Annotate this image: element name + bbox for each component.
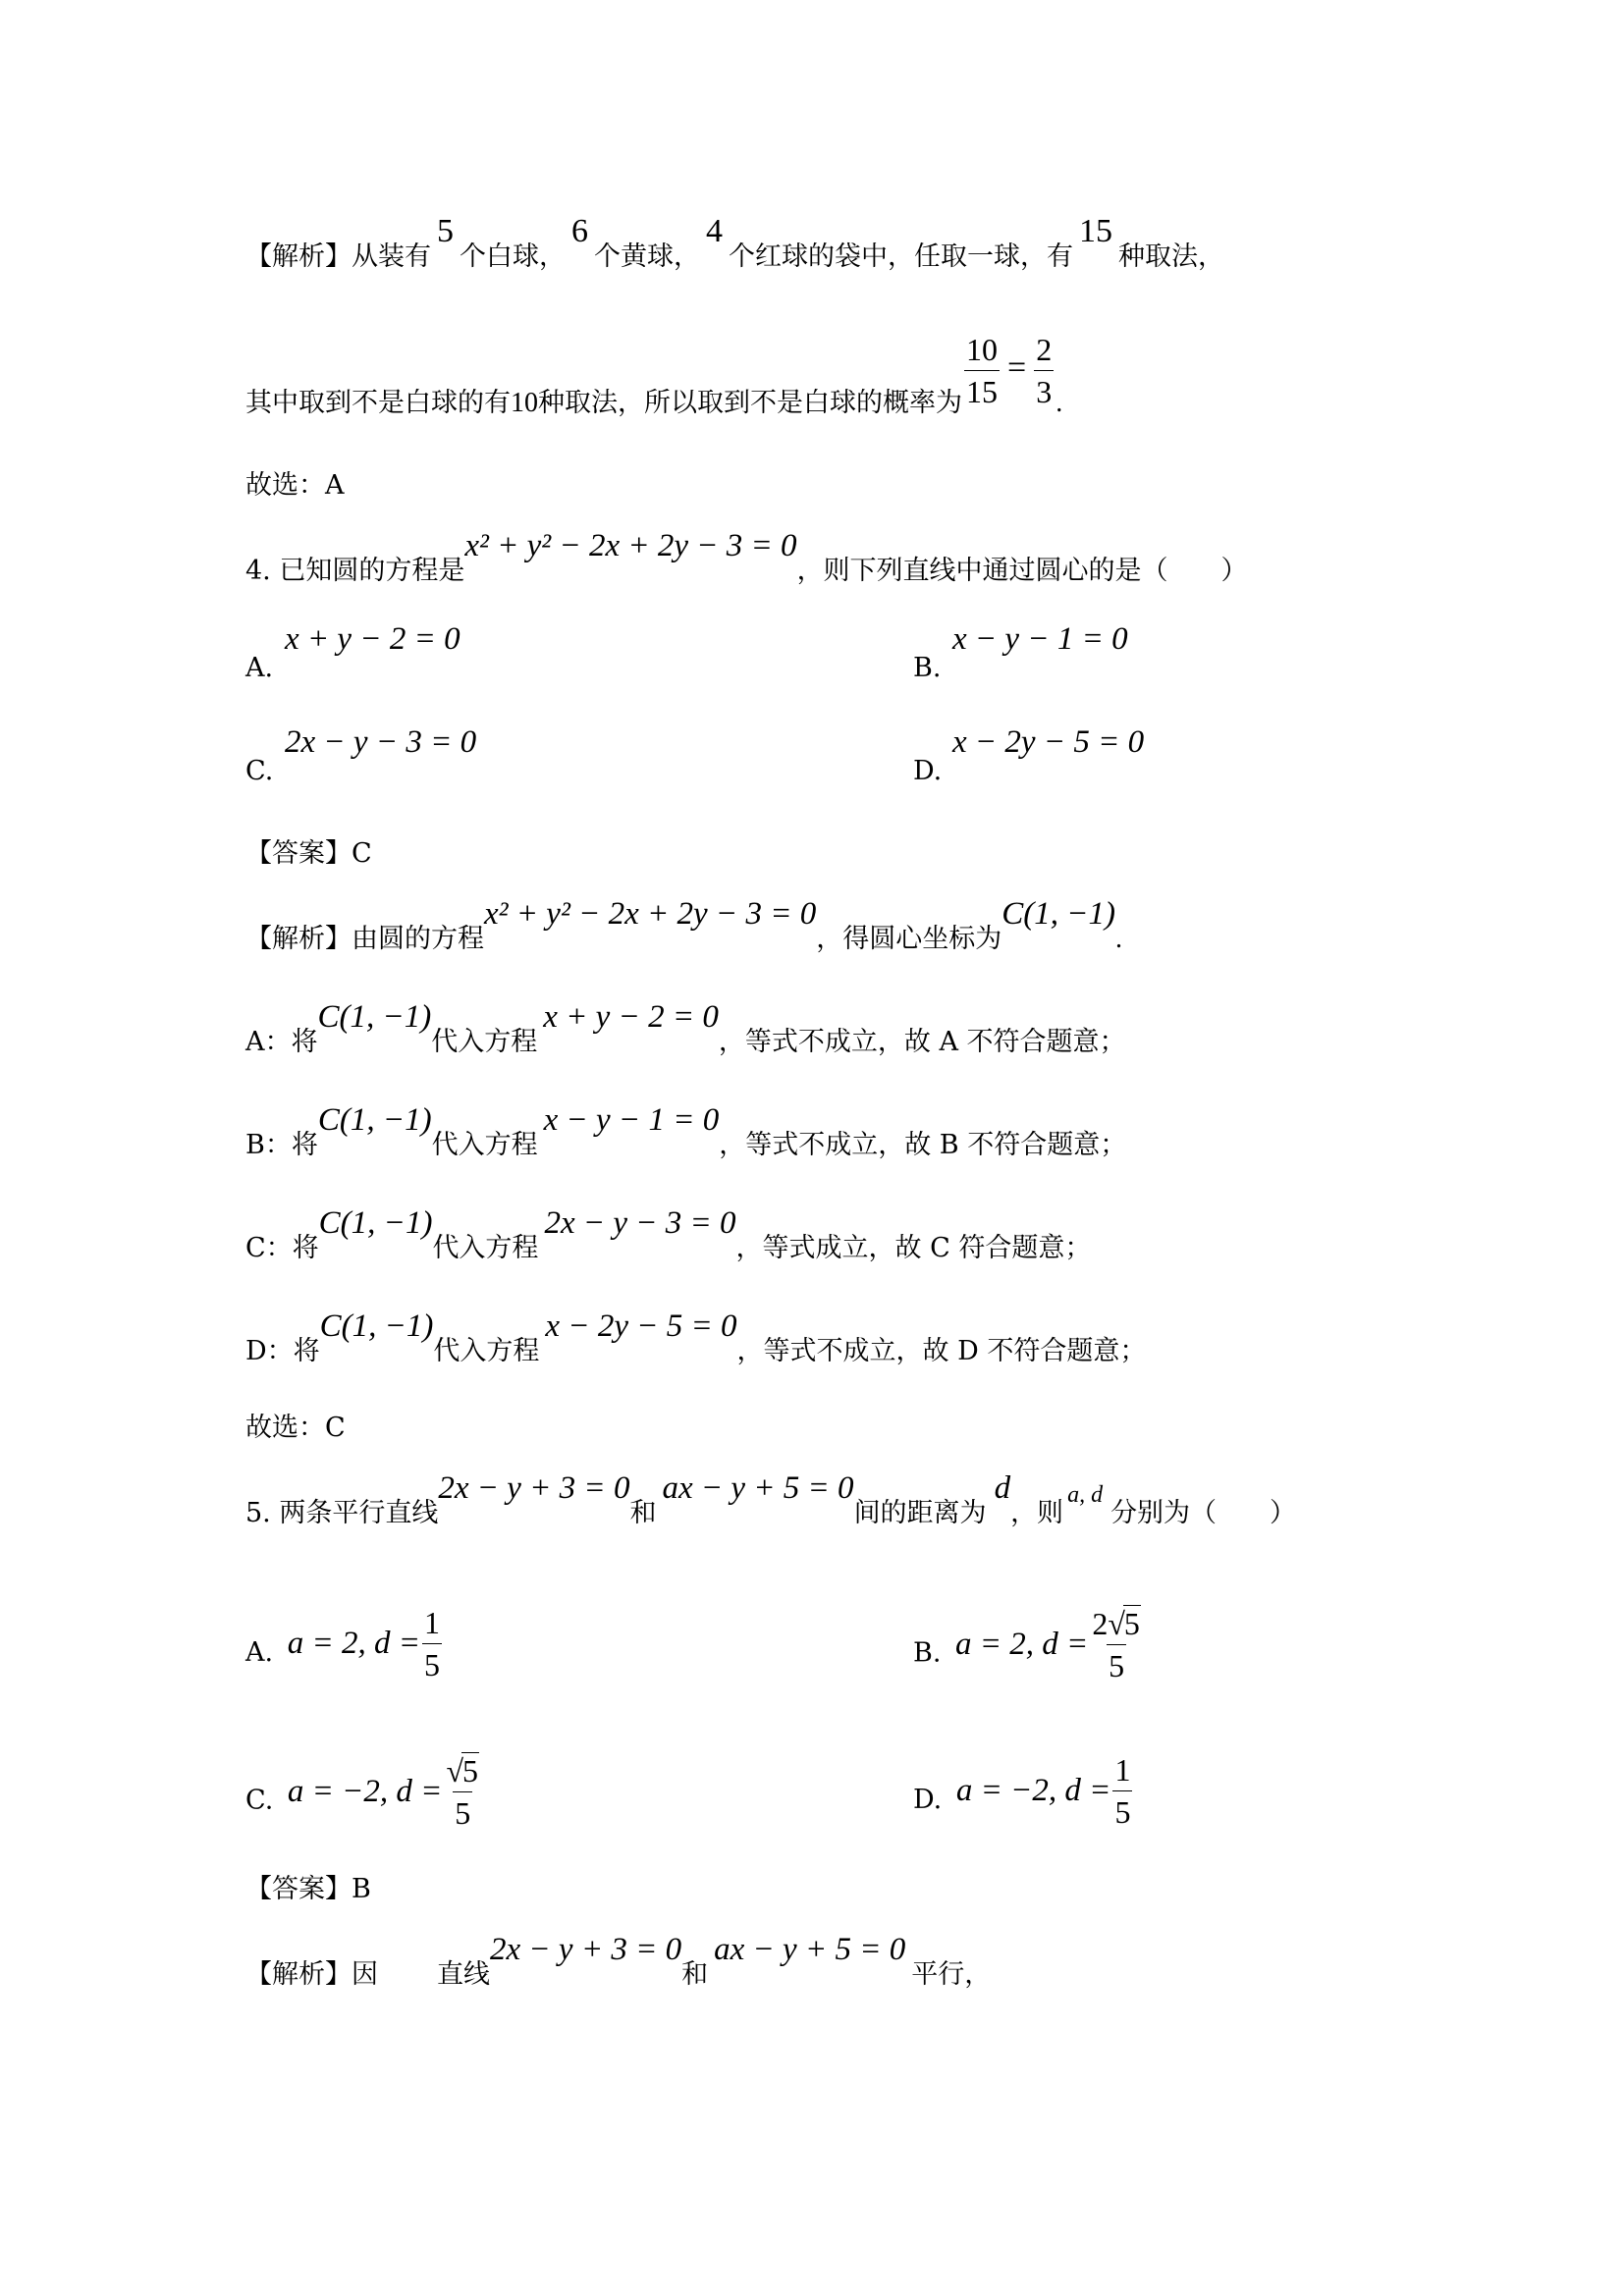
- equation: a = 2, d =: [955, 1626, 1089, 1662]
- label: B.: [913, 1637, 942, 1669]
- line-equation-2: ax − y + 5 = 0: [662, 1470, 854, 1506]
- period: .: [1056, 388, 1063, 418]
- equals: =: [1007, 349, 1027, 386]
- equation: x − 2y − 5 = 0: [545, 1308, 737, 1344]
- text: ，等式不成立，故 B 不符合题意；: [719, 1130, 1127, 1160]
- numerator: [444, 1752, 481, 1791]
- sqrt-icon: √5: [1108, 1606, 1140, 1641]
- equation: x − 2y − 5 = 0: [952, 724, 1145, 760]
- question-5: [245, 1470, 1297, 1534]
- q5-option-d: [913, 1752, 1134, 1840]
- equation: x − y − 1 = 0: [952, 621, 1128, 657]
- text: 种取法，: [1118, 241, 1224, 272]
- text: 【解析】从装有: [245, 241, 431, 272]
- fraction-1-5: [1112, 1752, 1132, 1830]
- equation: a = −2, d =: [955, 1773, 1111, 1808]
- numerator: 1: [1114, 1752, 1131, 1788]
- solution-4-intro: [245, 896, 1122, 959]
- denominator: 3: [1034, 370, 1054, 409]
- circle-equation: x² + y² − 2x + 2y − 3 = 0: [464, 528, 797, 563]
- solution-4-b: [245, 1102, 1127, 1165]
- line-equation-2: ax − y + 5 = 0: [714, 1932, 906, 1967]
- text: ，则下列直线中通过圆心的是（ ）: [796, 556, 1248, 586]
- coefficient: 2: [1092, 1606, 1109, 1641]
- solution-3-line-2: [245, 332, 1063, 443]
- label: A.: [245, 1637, 274, 1668]
- text: 直线: [437, 1959, 490, 1990]
- answer-4: 【答案】C: [245, 838, 372, 869]
- numerator: 10: [966, 332, 998, 367]
- text: 4. 已知圆的方程是: [245, 556, 465, 586]
- equation: 2x − y − 3 = 0: [285, 724, 477, 760]
- numerator: [1090, 1605, 1143, 1644]
- fraction-2sqrt5-5: [1090, 1605, 1143, 1683]
- fraction-sqrt5-5: [444, 1752, 481, 1831]
- radicand: 5: [462, 1753, 478, 1789]
- denominator: 5: [1112, 1790, 1132, 1830]
- text: A：将: [245, 1027, 318, 1057]
- text: ，等式不成立，故 A 不符合题意；: [718, 1027, 1126, 1057]
- line-equation-1: 2x − y + 3 = 0: [490, 1932, 682, 1967]
- denominator: 5: [422, 1643, 442, 1682]
- text: ，等式成立，故 C 符合题意；: [735, 1233, 1092, 1263]
- equation: 2x − y − 3 = 0: [544, 1205, 736, 1241]
- vars-a-d: a, d: [1067, 1482, 1104, 1508]
- text: 代入方程: [433, 1336, 540, 1366]
- text: 间的距离为: [853, 1498, 987, 1528]
- equation: a = −2, d =: [287, 1773, 443, 1809]
- solution-3-line-1: [245, 213, 1224, 277]
- sqrt-icon: √5: [446, 1753, 478, 1789]
- text: 个红球的袋中，任取一球，有: [729, 241, 1073, 272]
- text: B：将: [245, 1130, 318, 1160]
- text: 代入方程: [432, 1233, 539, 1263]
- text: C：将: [245, 1233, 319, 1263]
- label: C.: [245, 756, 274, 786]
- answer-line-4: 故选：C: [245, 1413, 346, 1443]
- question-4: [245, 528, 1248, 591]
- text: 和: [681, 1959, 709, 1990]
- number-15: 15: [1079, 213, 1112, 249]
- text: 其中取到不是白球的有: [245, 388, 511, 418]
- number-6: 6: [571, 213, 588, 249]
- numerator: 1: [423, 1605, 440, 1640]
- label: C.: [245, 1785, 274, 1816]
- text: D：将: [245, 1336, 320, 1366]
- q5-option-b: [913, 1606, 1145, 1693]
- text: 分别为（ ）: [1110, 1498, 1297, 1528]
- equation: x + y − 2 = 0: [285, 621, 460, 657]
- label: D.: [913, 756, 943, 786]
- equation: x − y − 1 = 0: [543, 1102, 720, 1138]
- center-point: C(1, −1): [319, 1308, 434, 1344]
- text: 种取法，所以取到不是白球的概率为: [538, 388, 962, 418]
- text: 代入方程: [431, 1130, 538, 1160]
- text: 代入方程: [431, 1027, 538, 1057]
- q5-option-a: [245, 1605, 444, 1692]
- fraction-1-5: [422, 1605, 442, 1682]
- radicand: 5: [1123, 1606, 1140, 1641]
- period: .: [1114, 924, 1122, 954]
- q4-option-a: [245, 621, 460, 683]
- solution-4-c: [245, 1205, 1092, 1268]
- q4-option-b: [913, 621, 1128, 683]
- numerator: 2: [1036, 332, 1053, 367]
- equation: x + y − 2 = 0: [543, 999, 719, 1035]
- text: ，等式不成立，故 D 不符合题意；: [736, 1336, 1147, 1366]
- center-point: C(1, −1): [318, 1205, 433, 1241]
- solution-4-d: [245, 1308, 1147, 1371]
- answer-line-3: 故选：A: [245, 470, 345, 501]
- text: ，得圆心坐标为: [816, 924, 1002, 954]
- center-point: C(1, −1): [1001, 896, 1115, 932]
- label: B.: [913, 653, 942, 683]
- center-point: C(1, −1): [317, 1102, 432, 1138]
- equation: a = 2, d =: [287, 1626, 420, 1661]
- text: 个白球，: [460, 241, 566, 272]
- var-d: d: [994, 1470, 1011, 1506]
- solution-5: [245, 1932, 992, 1995]
- circle-equation: x² + y² − 2x + 2y − 3 = 0: [484, 896, 817, 932]
- number-4: 4: [706, 213, 723, 249]
- number-10: 10: [511, 388, 538, 418]
- denominator: 15: [964, 370, 1000, 409]
- text: 个黄球，: [594, 241, 700, 272]
- label: D.: [913, 1785, 943, 1815]
- q4-option-c: [245, 724, 477, 786]
- text: 平行，: [911, 1959, 992, 1990]
- answer-5: 【答案】B: [245, 1874, 371, 1904]
- label: A.: [245, 653, 274, 683]
- fraction-10-15: [964, 332, 1000, 409]
- q5-option-c: [245, 1753, 483, 1841]
- number-5: 5: [437, 213, 454, 249]
- denominator: 5: [1107, 1644, 1126, 1683]
- center-point: C(1, −1): [317, 999, 432, 1035]
- text: 【解析】因: [245, 1959, 378, 1990]
- text: 【解析】由圆的方程: [245, 924, 484, 954]
- denominator: 5: [453, 1791, 472, 1831]
- text: 5. 两条平行直线: [245, 1498, 439, 1528]
- text: ，则: [1010, 1498, 1064, 1528]
- q4-option-d: [913, 724, 1145, 786]
- line-equation-1: 2x − y + 3 = 0: [438, 1470, 630, 1506]
- text: 和: [629, 1498, 657, 1528]
- fraction-2-3: [1034, 332, 1054, 409]
- solution-4-a: [245, 999, 1126, 1062]
